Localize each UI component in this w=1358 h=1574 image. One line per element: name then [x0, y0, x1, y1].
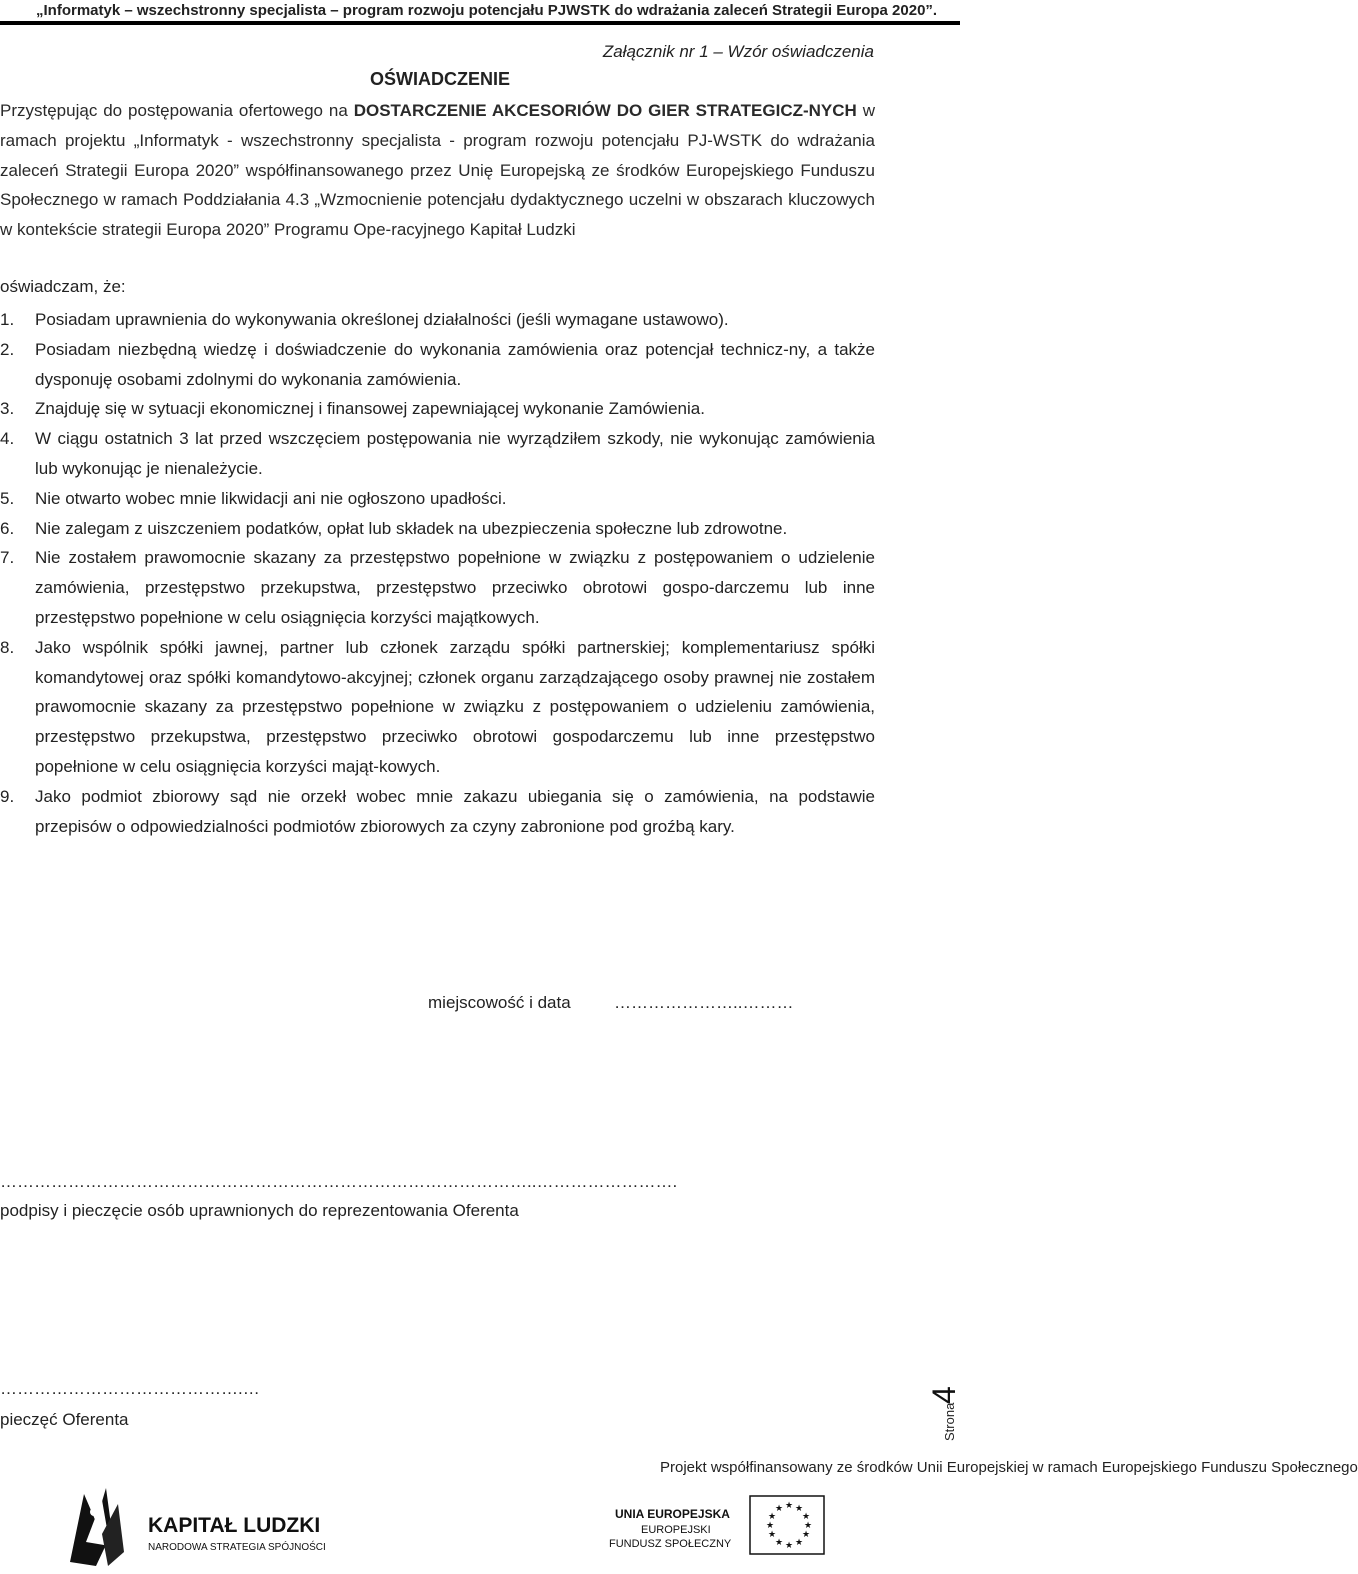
intro-before: Przystępując do postępowania ofertowego na — [0, 101, 354, 120]
intro-subject: DOSTARCZENIE AKCESORIÓW DO GIER STRATEGICZ-NYCH — [353, 101, 857, 120]
list-item — [0, 394, 875, 424]
item-number: 4. — [0, 429, 15, 449]
item-text: Nie zalegam z uiszczeniem podatków, opłat lub składek na ubezpieczenia społeczne lub zdrowotne. — [35, 518, 788, 538]
declaration-list — [0, 305, 875, 841]
declaration-intro: oświadczam, że: — [0, 277, 126, 296]
eu-flag-icon — [742, 1490, 832, 1560]
item-text: Znajduję się w sytuacji ekonomicznej i finansowej zapewniającej wykonanie Zamówienia. — [35, 399, 705, 419]
signature-label: podpisy i pieczęcie osób uprawnionych do reprezentowania Oferenta — [0, 1201, 519, 1220]
logo-kl-sub: NARODOWA STRATEGIA SPÓJNOŚCI — [148, 1542, 326, 1553]
svg-text:★: ★ — [802, 1530, 811, 1540]
item-text: Jako wspólnik spółki jawnej, partner lub członek zarządu spółki partnerskiej; komplementariusz spółki komandytowej oraz spółki komandytowo-akcyjnej; członek organu zarządzającego osoby prawnej nie zostałem prawomocnie skazany za przestępstwo popełnione w związku z postępowaniem o udzieleniu zamówienia, przestępstwo przekupstwa, przestępstwo przeciwko obrotowi gospodarczemu lub inne przestępstwo popełnione w celu osiągnięcia korzyści mająt-kowych. — [35, 637, 875, 776]
logo-ue-line1: UNIA EUROPEJSKA — [615, 1507, 730, 1521]
logo-ue-line3: FUNDUSZ SPOŁECZNY — [609, 1538, 732, 1550]
document-title: OŚWIADCZENIE — [370, 69, 511, 89]
list-item — [0, 424, 875, 484]
list-item — [0, 305, 875, 335]
stamp-label: pieczęć Oferenta — [0, 1410, 129, 1429]
item-text: Jako podmiot zbiorowy sąd nie orzekł wobec mnie zakazu ubiegania się o zamówienia, na podstawie przepisów o odpowiedzialności podmiotów zbiorowych za czyny zabronione pod groźbą kary. — [35, 786, 875, 836]
item-text: W ciągu ostatnich 3 lat przed wszczęciem postępowania nie wyrządziłem szkody, nie wykonując zamówienia lub wykonując je nienależycie. — [35, 429, 875, 478]
header-rule — [0, 21, 960, 25]
signature-field: …………………………………………………………………………………..……………………. — [0, 1172, 678, 1191]
svg-text:★: ★ — [785, 1501, 794, 1511]
svg-text:★: ★ — [775, 1538, 784, 1548]
svg-text:★: ★ — [795, 1504, 804, 1514]
list-item — [0, 514, 875, 544]
list-item — [0, 335, 875, 395]
svg-text:★: ★ — [775, 1504, 784, 1514]
stamp-field: …………………………………….… — [0, 1379, 260, 1398]
item-text: Nie otwarto wobec mnie likwidacji ani nie ogłoszono upadłości. — [35, 488, 507, 508]
list-item — [0, 633, 875, 782]
item-text: Posiadam niezbędną wiedzę i doświadczenie do wykonania zamówienia oraz potencjał technicz-ny, a także dysponuję osobami zdolnymi do wykonania zamówienia. — [35, 339, 875, 389]
item-number: 5. — [0, 488, 15, 508]
logo-ue-line2: EUROPEJSKI — [641, 1524, 711, 1536]
footer-project-text: Projekt współfinansowany ze środków Unii Europejskiej w ramach Europejskiego Funduszu Społecznego — [660, 1459, 1358, 1476]
svg-text:★: ★ — [766, 1521, 775, 1531]
kapital-ludzki-logo — [66, 1482, 326, 1568]
item-text: Nie zostałem prawomocnie skazany za przestępstwo popełnione w związku z postępowaniem o udzielenie zamówienia, przestępstwo przekupstwa, przestępstwo przeciwko obrotowi gospo-darczemu lub inne przestępstwo popełnione w celu osiągnięcia korzyści majątkowych. — [35, 548, 875, 627]
svg-text:★: ★ — [768, 1512, 777, 1522]
item-number: 9. — [0, 786, 15, 806]
item-number: 6. — [0, 518, 15, 538]
page-number — [928, 1378, 964, 1442]
svg-text:★: ★ — [785, 1541, 794, 1551]
header-text: „Informatyk – wszechstronny specjalista – program rozwoju potencjału PJWSTK do wdrażania zaleceń Strategii Europa 2020”. — [36, 2, 938, 19]
place-date-field: …………………..……… — [614, 993, 794, 1012]
place-date-label: miejscowość i data — [428, 993, 571, 1012]
svg-text:★: ★ — [768, 1530, 777, 1540]
page-prefix: Strona — [942, 1402, 957, 1441]
list-item — [0, 782, 875, 842]
page-digit: 4 — [926, 1386, 962, 1404]
svg-text:★: ★ — [804, 1521, 813, 1531]
intro-after: w ramach projektu „Informatyk - wszechstronny specjalista - program rozwoju potencjału PJ-WSTK do wdrażania zaleceń Strategii Europa 2020” współfinansowanego przez Unię Europejską ze środków Europejskiego Funduszu Społecznego w ramach Poddziałania 4.3 „Wzmocnienie potencjału dydaktycznego uczelni w obszarach kluczowych w kontekście strategii Europa 2020” Programu Ope-racyjnego Kapitał Ludzki — [0, 101, 876, 240]
list-item — [0, 543, 875, 632]
svg-text:★: ★ — [795, 1538, 804, 1548]
intro-paragraph — [0, 96, 875, 245]
page-header — [0, 0, 960, 26]
annex-label: Załącznik nr 1 – Wzór oświadczenia — [602, 42, 874, 61]
item-number: 1. — [0, 310, 15, 329]
item-number: 8. — [0, 637, 15, 657]
item-text: Posiadam uprawnienia do wykonywania określonej działalności (jeśli wymagane ustawowo). — [35, 310, 729, 329]
logo-kl-name: KAPITAŁ LUDZKI — [148, 1514, 321, 1537]
item-number: 7. — [0, 548, 15, 568]
item-number: 2. — [0, 339, 15, 359]
list-item — [0, 484, 875, 514]
item-number: 3. — [0, 399, 15, 419]
svg-text:★: ★ — [802, 1512, 811, 1522]
